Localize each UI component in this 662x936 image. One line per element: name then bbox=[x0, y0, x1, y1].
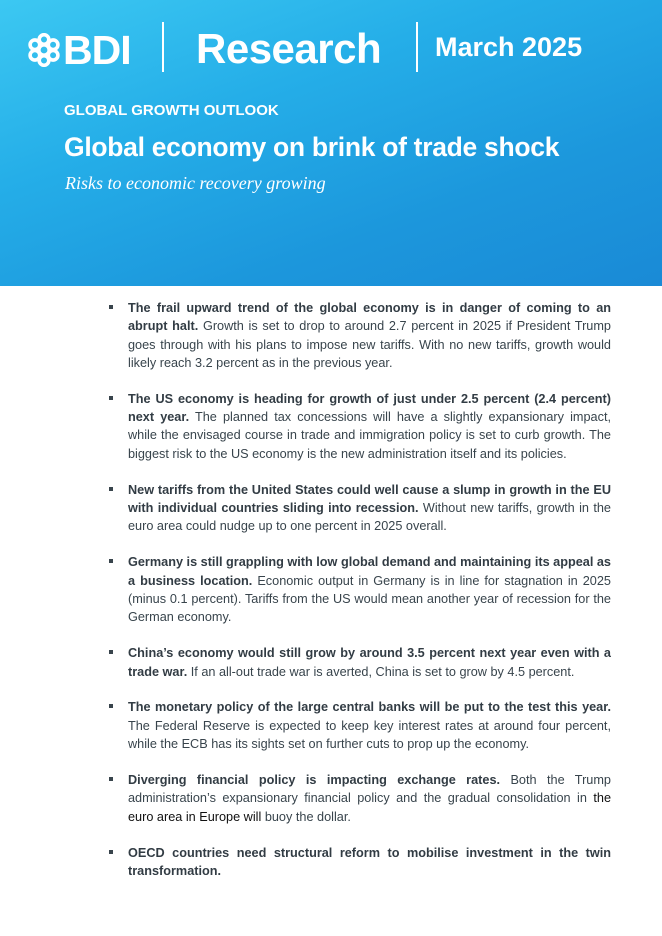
bullet-text: Without new tariffs, growth in the euro area could nudge up to one percent in 2025 overall. bbox=[128, 501, 611, 534]
bullet-square-icon bbox=[109, 777, 113, 781]
list-item bbox=[108, 553, 611, 626]
bdi-logo-icon bbox=[27, 33, 61, 67]
bullet-lead: China’s economy would still grow by around 3.5 percent next year even with a trade war. bbox=[128, 646, 611, 679]
bullet-lead: The US economy is heading for growth of just under 2.5 percent (2.4 percent) next year. bbox=[128, 391, 611, 425]
list-item bbox=[108, 698, 611, 753]
bullet-lead: The frail upward trend of the global economy is in danger of coming to an abrupt halt. bbox=[128, 301, 611, 334]
bullet-text: Both the Trump administration’s expansionary financial policy and the gradual consolidation in bbox=[128, 773, 611, 806]
publication-date: March 2025 bbox=[435, 32, 583, 62]
list-item bbox=[108, 644, 611, 681]
bullet-text: buoy the dollar. bbox=[261, 809, 351, 824]
list-item bbox=[108, 299, 611, 372]
logo-text: BDI bbox=[63, 27, 131, 73]
bullet-text: The planned tax concessions will have a slightly expansionary impact, while the envisaged course in trade and immigration policy is set to curb growth. The biggest risk to the US economy is the new administration itself and its policies. bbox=[128, 410, 611, 461]
list-item bbox=[108, 844, 611, 881]
bullet-lead: OECD countries need structural reform to mobilise investment in the twin transformation. bbox=[128, 845, 611, 878]
bullet-text: If an all-out trade war is averted, China is set to grow by 4.5 percent. bbox=[187, 664, 575, 679]
header-divider bbox=[162, 22, 164, 72]
brand-research: Research bbox=[196, 25, 382, 72]
header-divider bbox=[416, 22, 418, 72]
list-item bbox=[108, 481, 611, 536]
bullet-square-icon bbox=[109, 704, 113, 708]
bullet-lead: Diverging financial policy is impacting exchange rates. bbox=[128, 773, 501, 788]
bullet-square-icon bbox=[109, 396, 113, 400]
bullet-text: Growth is set to drop to around 2.7 percent in 2025 if President Trump goes through with his plans to impose new tariffs. With no new tariffs, growth would likely reach 3.2 percent as in the previous year. bbox=[128, 319, 611, 370]
bullet-square-icon bbox=[109, 650, 113, 654]
bullet-square-icon bbox=[109, 850, 113, 854]
bdi-logo bbox=[27, 27, 131, 73]
bullet-text-highlight: the euro area in Europe will bbox=[128, 791, 611, 824]
list-item bbox=[108, 390, 611, 463]
bullet-square-icon bbox=[109, 487, 113, 491]
section-kicker: GLOBAL GROWTH OUTLOOK bbox=[64, 102, 279, 119]
page-subtitle: Risks to economic recovery growing bbox=[65, 173, 326, 193]
bullet-lead: New tariffs from the United States could well cause a slump in growth in the EU with individual countries sliding into recession. bbox=[128, 482, 611, 516]
bullet-text: The Federal Reserve is expected to keep key interest rates at around four percent, while the ECB has its sights set on further cuts to prop up the economy. bbox=[128, 718, 611, 752]
key-points-list bbox=[108, 299, 611, 880]
bullet-lead: The monetary policy of the large central banks will be put to the test this year. bbox=[128, 700, 611, 715]
bullet-lead: Germany is still grappling with low global demand and maintaining its appeal as a business location. bbox=[128, 555, 611, 588]
bullet-square-icon bbox=[109, 559, 113, 563]
list-item bbox=[108, 771, 611, 826]
bullet-square-icon bbox=[109, 305, 113, 309]
bullet-text: Economic output in Germany is in line for stagnation in 2025 (minus 0.1 percent). Tariffs from the US would mean another year of recession for the German economy. bbox=[128, 573, 611, 625]
header-banner bbox=[0, 0, 662, 286]
page-title: Global economy on brink of trade shock bbox=[64, 132, 560, 162]
